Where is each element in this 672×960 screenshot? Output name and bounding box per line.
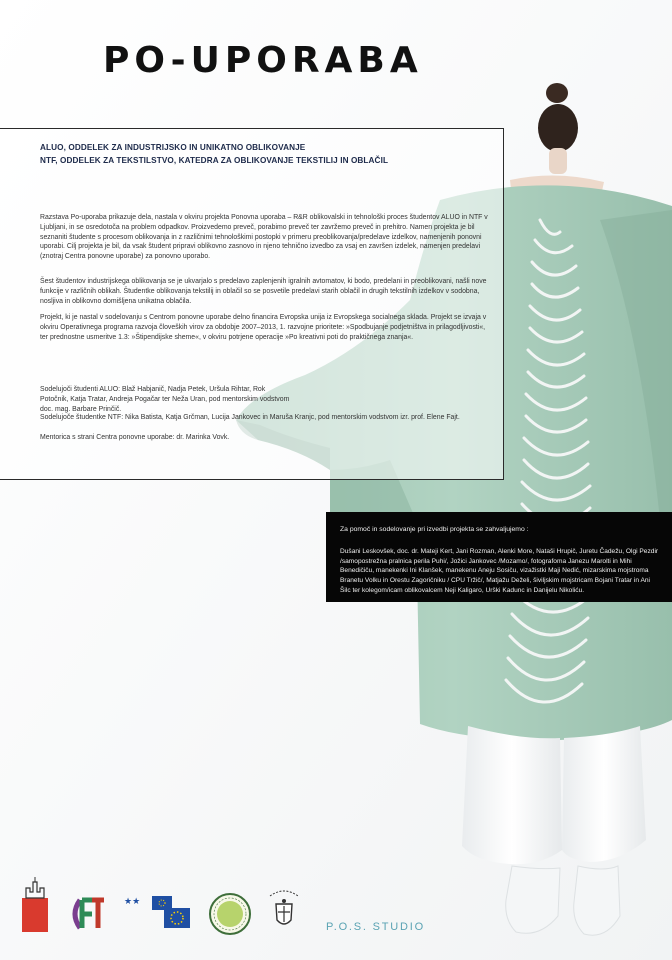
credits-ntf: Sodelujoče študentke NTF: Nika Batista, Katja Grčman, Lucija Jankovec in Maruša Kranjc, pod mentorskim vodstvom izr. prof. Elene Fajt. — [40, 414, 460, 421]
info-panel — [0, 128, 504, 480]
page-title: PO-UPORABA — [103, 40, 423, 81]
description-paragraph-1: Razstava Po-uporaba prikazuje dela, nastala v okviru projekta Ponovna uporaba – R&R oblikovalski in tehnološki proces študentov ALUO in NTF v Ljubljani, in se osredotoča na problem odpadkov. Proizvedemo preveč, porabimo preveč ter zavržemo preveč in prehitro. Namen projekta je bil seznaniti študente s procesom oblikovanja in z različnimi tehnološkimi postopki v primeru preoblikovanja/predelave izdelkov, namenjenih ponovni uporabi. Cilj projekta je bil, da vsak študent pripravi oblikovno zasnovo in njeno tehnično izvedbo za vsaj en završen izdelek, namenjen predelavi (znotraj Centra ponovne uporabe) za ponovno uporabo. — [40, 214, 488, 261]
eu-flag-icon — [122, 894, 196, 934]
reuse-centre-seal-icon — [208, 892, 252, 936]
institution-ntf: NTF, ODDELEK ZA TEKSTILSTVO, KATEDRA ZA OBLIKOVANJE TEKSTILIJ IN OBLAČIL — [40, 156, 389, 165]
credits-mentor: Mentorica s strani Centra ponovne uporabe: dr. Marinka Vovk. — [40, 434, 230, 441]
institution-aluo: ALUO, ODDELEK ZA INDUSTRIJSKO IN UNIKATNO OBLIKOVANJE — [40, 143, 306, 152]
kralja-tentitovca-crest-icon — [264, 884, 304, 936]
credits-aluo: Sodelujoči študenti ALUO: Blaž Habjanič, Nadja Petek, Uršula Rihtar, Rok Potočnik, Katja Tratar, Andreja Pogačar ter Neža Uran, pod mentorskim vodstvom doc. mag. Barbare Prinčič. — [40, 386, 290, 413]
university-crest-icon — [20, 876, 50, 934]
acknowledgements-body: Dušani Leskovšek, doc. dr. Mateji Kert, Jani Rozman, Alenki More, Nataši Hrupič, Juretu Čadežu, Olgi Pezdir /samopostrežna pralnica perila Puhi/, Jožici Jankovec /Mozamo/, fotografoma Janezu Marolti in Mihi Benedičiču, manekenki Ini Klanšek, manekenu Aneju Sosiču, vizažistki Maji Nedić, mizarskima mojstroma Branetu Volku in Orestu Zagoričniku / CPU Tržič/, Matjažu Deželi, šiviljskim mojstricam Bojani Tratar in Ani Šilc ter kolegom/icam oblikovalcem Neji Kaligaro, Urški Kadunc in Danijelu Nikoliću. — [340, 548, 659, 594]
ntf-logo-icon — [68, 894, 108, 934]
pos-studio-logo-text: P.O.S. STUDIO — [326, 921, 425, 933]
description-paragraph-2: Šest študentov industrijskega oblikovanja se je ukvarjalo s predelavo zaplenjenih igralnih avtomatov, ki bodo, predelani in preoblikovani, našli nove funkcije v različnih oblikah. Študentke oblikovanja tekstilij in oblačil so se posvetile predelavi starih oblačil in drugih tekstilnih izdelkov v sodobna, nosljiva in oblikovno domišljena unikatna oblačila. — [40, 278, 487, 305]
acknowledgements-panel — [326, 512, 672, 602]
acknowledgements-heading: Za pomoč in sodelovanje pri izvedbi projekta se zahvaljujemo : — [340, 526, 529, 533]
white-trousers — [462, 726, 646, 864]
description-paragraph-3: Projekt, ki je nastal v sodelovanju s Centrom ponovne uporabe delno financira Evropska unija iz Evropskega socialnega sklada. Projekt se izvaja v okviru Operativnega programa razvoja človeških virov za obdobje 2007–2013, 1. razvojne prioritete: »Spodbujanje podjetništva in prilagodljivosti«, ter prednostne usmeritve 1.3: »Štipendijske sheme«, v okviru potrjene operacije »Po kreativni poti do praktičnega znanja«. — [40, 314, 487, 341]
svg-text:★★: ★★ — [124, 897, 141, 907]
